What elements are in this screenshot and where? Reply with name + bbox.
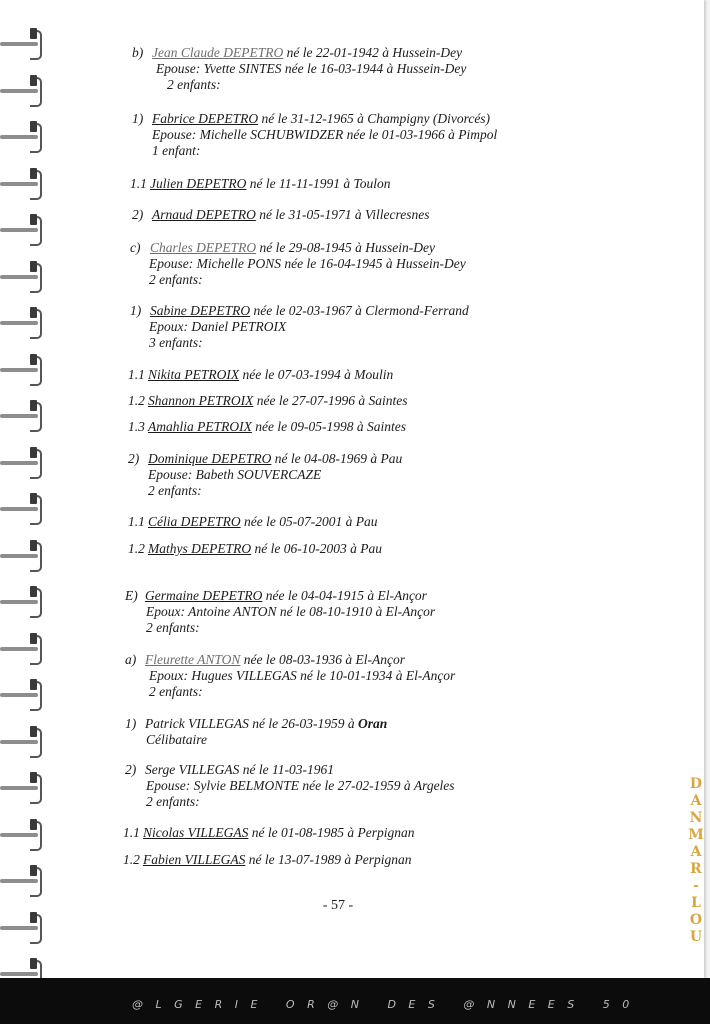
entry-marker: b): [132, 45, 144, 60]
binding-ring: [0, 493, 44, 527]
entry-details: né le 06-10-2003 à Pau: [251, 541, 382, 556]
binding-ring: [0, 586, 44, 620]
entry-text: Patrick VILLEGAS né le 26-03-1959 à: [145, 716, 358, 731]
entry-line: [132, 143, 710, 159]
binding-ring: [0, 726, 44, 760]
entry-line: [130, 256, 710, 272]
entry-text: 2 enfants:: [149, 272, 203, 287]
genealogy-entry: [125, 762, 710, 810]
binding-ring: [0, 633, 44, 667]
entry-marker: 1): [132, 111, 144, 126]
genealogy-entry: [128, 419, 710, 435]
entry-marker: 1): [130, 303, 142, 318]
entry-details: né le 22-01-1942 à Hussein-Dey: [283, 45, 463, 60]
entry-line: [128, 367, 710, 383]
entry-marker: 2): [125, 762, 137, 777]
entry-details: née le 09-05-1998 à Saintes: [251, 419, 406, 434]
person-name: Mathys DEPETRO: [148, 541, 252, 556]
person-name: Amahlia PETROIX: [148, 419, 252, 434]
entry-text: Epouse: Babeth SOUVERCAZE: [148, 467, 322, 482]
entry-line: [125, 604, 710, 620]
entry-line: [132, 207, 710, 223]
genealogy-entry: [130, 176, 710, 192]
entry-text: 2 enfants:: [167, 77, 221, 92]
genealogy-entry: [130, 240, 710, 288]
person-name: Fabien VILLEGAS: [143, 852, 246, 867]
entry-text: Epouse: Michelle PONS née le 16-04-1945 à Hussein-Dey: [149, 256, 466, 271]
binding-ring: [0, 679, 44, 713]
entry-line: [125, 794, 710, 810]
binding-ring: [0, 168, 44, 202]
entry-details: née le 04-04-1915 à El-Ançor: [262, 588, 427, 603]
person-name: Germaine DEPETRO: [145, 588, 263, 603]
entry-line: [132, 111, 710, 127]
footer-caption: @LGERIE OR@N DES @NNEES 50: [132, 998, 642, 1011]
binding-ring: [0, 354, 44, 388]
entry-marker: 1.2: [123, 852, 140, 867]
entry-line: [130, 335, 710, 351]
entry-text: 2 enfants:: [146, 794, 200, 809]
binding-ring: [0, 912, 44, 946]
entry-details: né le 13-07-1989 à Perpignan: [245, 852, 412, 867]
entry-text: 1 enfant:: [152, 143, 201, 158]
entry-details: née le 27-07-1996 à Saintes: [253, 393, 408, 408]
person-name: Dominique DEPETRO: [148, 451, 272, 466]
binding-ring: [0, 121, 44, 155]
genealogy-entry: [128, 367, 710, 383]
entry-line: [130, 240, 710, 256]
person-name: Charles DEPETRO: [150, 240, 257, 255]
entry-details: né le 31-12-1965 à Champigny (Divorcés): [258, 111, 491, 126]
binding-ring: [0, 819, 44, 853]
handwritten-place: Oran: [357, 716, 388, 731]
entry-line: [125, 778, 710, 794]
binding-ring: [0, 447, 44, 481]
entry-details: née le 02-03-1967 à Clermond-Ferrand: [250, 303, 469, 318]
genealogy-entry: [130, 303, 710, 351]
entry-marker: 1.1: [128, 514, 145, 529]
entry-line: [132, 127, 710, 143]
entry-details: née le 08-03-1936 à El-Ançor: [240, 652, 405, 667]
entry-marker: 1.3: [128, 419, 145, 434]
entry-marker: 2): [128, 451, 140, 466]
binding-ring: [0, 772, 44, 806]
genealogy-entry: [128, 514, 710, 530]
entry-text: 2 enfants:: [146, 620, 200, 635]
entry-marker: c): [130, 240, 141, 255]
genealogy-entry: [123, 825, 710, 841]
entry-marker: E): [125, 588, 138, 603]
entry-line: [125, 732, 710, 748]
person-name: Fabrice DEPETRO: [152, 111, 259, 126]
entry-line: [125, 762, 710, 778]
person-name: Arnaud DEPETRO: [152, 207, 256, 222]
person-name: Shannon PETROIX: [148, 393, 254, 408]
watermark-stamp: D A N M A R - L O U: [688, 776, 704, 945]
person-name: Sabine DEPETRO: [150, 303, 251, 318]
entry-line: [128, 514, 710, 530]
entry-line: [125, 716, 710, 732]
entry-text: Célibataire: [146, 732, 207, 747]
entry-text: Epoux: Daniel PETROIX: [149, 319, 287, 334]
person-name: Nicolas VILLEGAS: [143, 825, 249, 840]
genealogy-entry: [128, 393, 710, 409]
entry-line: [132, 61, 710, 77]
entry-text: Serge VILLEGAS né le 11-03-1961: [145, 762, 334, 777]
binding-ring: [0, 75, 44, 109]
genealogy-entry: [123, 852, 710, 868]
entry-line: [128, 419, 710, 435]
entry-line: [128, 541, 710, 557]
page-number: - 57 -: [322, 898, 354, 913]
binding-ring: [0, 307, 44, 341]
person-name: Nikita PETROIX: [148, 367, 240, 382]
genealogy-entry: [132, 207, 710, 223]
entry-line: [130, 303, 710, 319]
spiral-binding: [0, 0, 46, 978]
entry-details: né le 31-05-1971 à Villecresnes: [255, 207, 430, 222]
entry-line: [128, 393, 710, 409]
entry-line: [125, 620, 710, 636]
entry-line: [128, 451, 710, 467]
entry-text: Epouse: Michelle SCHUBWIDZER née le 01-03-1966 à Pimpol: [152, 127, 498, 142]
entry-line: [130, 272, 710, 288]
entry-line: [125, 684, 710, 700]
entry-marker: a): [125, 652, 137, 667]
entry-marker: 1.2: [128, 541, 145, 556]
entry-line: [132, 45, 710, 61]
entry-line: [125, 588, 710, 604]
entry-text: 2 enfants:: [148, 483, 202, 498]
entry-details: né le 11-11-1991 à Toulon: [246, 176, 391, 191]
genealogy-entry: [125, 716, 710, 748]
entry-marker: 2): [132, 207, 144, 222]
binding-ring: [0, 865, 44, 899]
binding-ring: [0, 261, 44, 295]
binding-ring: [0, 540, 44, 574]
entry-text: 3 enfants:: [149, 335, 203, 350]
entry-marker: 1.2: [128, 393, 145, 408]
genealogy-entry: [132, 45, 710, 93]
genealogy-entry: [125, 588, 710, 636]
entry-text: Epouse: Sylvie BELMONTE née le 27-02-1959 à Argeles: [146, 778, 455, 793]
genealogy-entry: [132, 111, 710, 159]
entry-line: [125, 668, 710, 684]
entry-line: [125, 652, 710, 668]
entry-marker: 1): [125, 716, 137, 731]
entry-line: [123, 825, 710, 841]
entry-details: né le 04-08-1969 à Pau: [271, 451, 403, 466]
entry-marker: 1.1: [130, 176, 147, 191]
genealogy-entry: [128, 541, 710, 557]
entry-line: [128, 483, 710, 499]
person-name: Fleurette ANTON: [145, 652, 241, 667]
binding-ring: [0, 28, 44, 62]
entry-details: née le 07-03-1994 à Moulin: [239, 367, 394, 382]
entry-details: né le 01-08-1985 à Perpignan: [248, 825, 415, 840]
entry-text: Epoux: Antoine ANTON né le 08-10-1910 à El-Ançor: [146, 604, 436, 619]
binding-ring: [0, 400, 44, 434]
person-name: Jean Claude DEPETRO: [152, 45, 284, 60]
entry-details: né le 29-08-1945 à Hussein-Dey: [256, 240, 435, 255]
entry-marker: 1.1: [123, 825, 140, 840]
entry-line: [130, 176, 710, 192]
entry-line: [130, 319, 710, 335]
entry-text: Epouse: Yvette SINTES née le 16-03-1944 à Hussein-Dey: [156, 61, 467, 76]
entry-line: [132, 77, 710, 93]
person-name: Julien DEPETRO: [150, 176, 247, 191]
entry-marker: 1.1: [128, 367, 145, 382]
entry-line: [128, 467, 710, 483]
entry-text: 2 enfants:: [149, 684, 203, 699]
person-name: Célia DEPETRO: [148, 514, 241, 529]
entry-details: née le 05-07-2001 à Pau: [240, 514, 378, 529]
genealogy-entry: [125, 652, 710, 700]
entry-text: Epoux: Hugues VILLEGAS né le 10-01-1934 à El-Ançor: [149, 668, 456, 683]
binding-ring: [0, 214, 44, 248]
genealogy-entry: [128, 451, 710, 499]
entry-line: [123, 852, 710, 868]
